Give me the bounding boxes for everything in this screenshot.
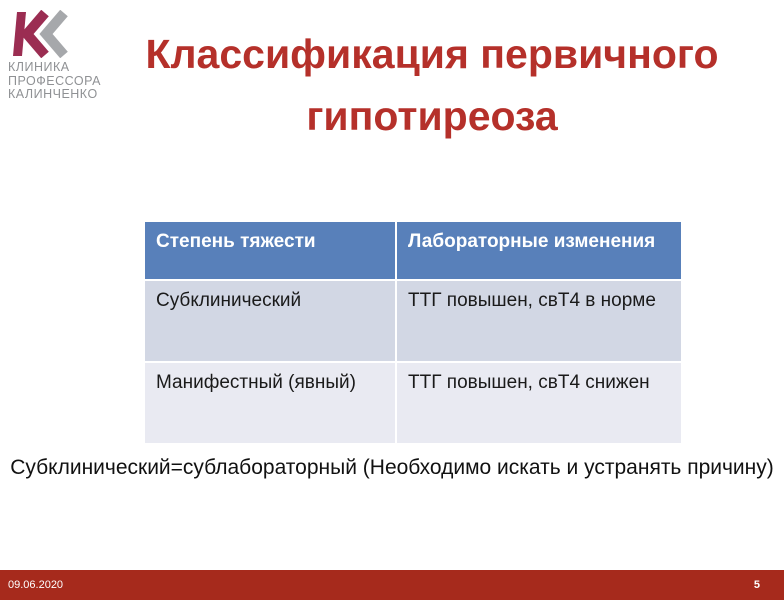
slide-title-line-2: гипотиреоза (306, 92, 558, 139)
clinic-logo-line-2: ПРОФЕССОРА (8, 73, 101, 88)
classification-table (145, 222, 681, 443)
double-k-chevron-icon (12, 10, 70, 58)
slide-note: Субклинический=сублабораторный (Необходимо искать и устранять причину) (10, 456, 774, 479)
table-cell-lab: ТТГ повышен, свТ4 в норме (395, 281, 681, 361)
table-row-manifest (145, 363, 681, 443)
footer-date: 09.06.2020 (8, 579, 64, 591)
slide-footer-bar (0, 570, 784, 600)
table-header-row (145, 222, 681, 279)
slide-title (92, 24, 772, 147)
clinic-logo-line-3: КАЛИНЧЕНКО (8, 87, 98, 101)
table-cell-severity: Субклинический (156, 290, 302, 311)
table-cell-lab: ТТГ повышен, свТ4 снижен (395, 363, 681, 443)
table-header-lab-changes: Лабораторные изменения (395, 222, 681, 279)
table-header-severity: Степень тяжести (156, 231, 316, 252)
slide-title-line-1: Классификация первичного (145, 31, 719, 77)
footer-page-number: 5 (753, 579, 760, 591)
clinic-logo-line-1: КЛИНИКА (8, 60, 70, 74)
table-row-subclinical (145, 281, 681, 361)
table-cell-severity: Манифестный (явный) (156, 372, 356, 393)
